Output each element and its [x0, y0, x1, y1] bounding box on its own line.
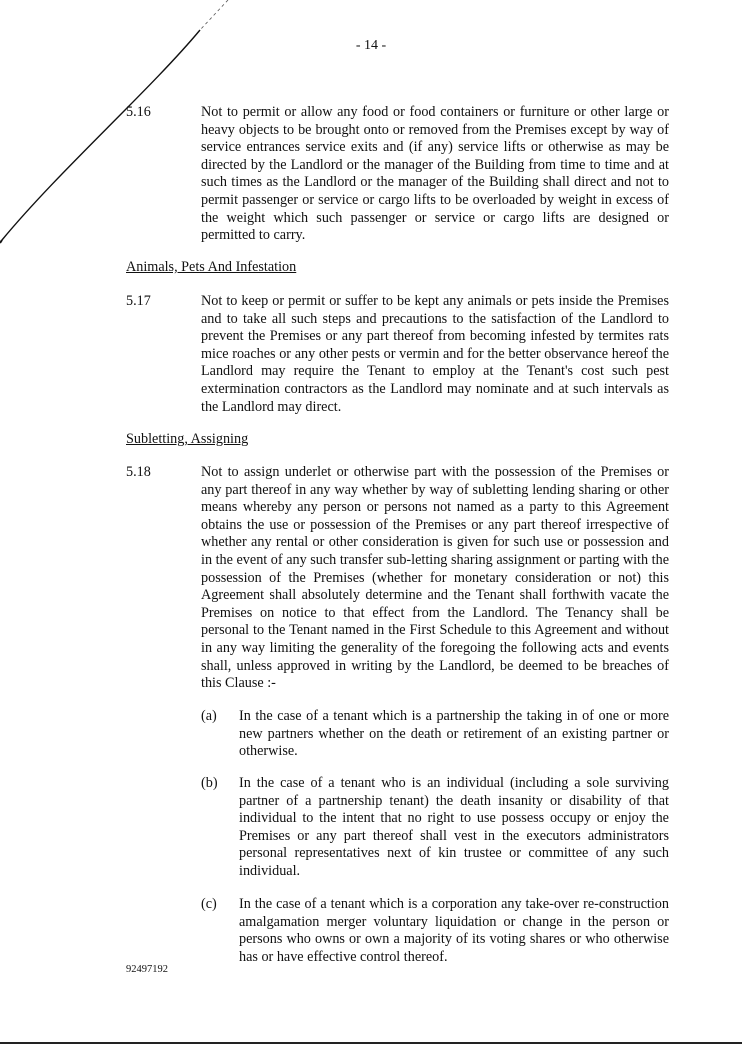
section-heading-animals: Animals, Pets And Infestation — [126, 259, 297, 275]
clause-text: Not to assign underlet or otherwise part with the possession of the Premises or any part thereof in any way whether by way of subletting lending sharing or other means whereby any person or persons not named as a party to this Agreement obtains the use or possession of the Premises or any part thereof irrespective of whether any rental or other consideration is given for such use or possession and in the event of any such transfer sub-letting sharing assignment or parting with the possession of the Premises (whether for monetary consideration or not) this Agreement shall absolutely determine and the Tenant shall forthwith vacate the Premises on notice to that effect from the Landlord. The Tenancy shall be personal to the Tenant named in the First Schedule to this Agreement and without in any way limiting the generality of the foregoing the following acts and events shall, unless approved in writing by the Landlord, be deemed to be breaches of this Clause :- — [201, 464, 669, 692]
clause-text: Not to keep or permit or suffer to be kept any animals or pets inside the Premises and to take all such steps and precautions to the satisfaction of the Landlord to prevent the Premises or any part thereof from becoming infested by termites rats mice roaches or any other pests or vermin and for the better observance hereof the Landlord may require the Tenant to employ at the Tenant's cost such pest extermination contractors as the Landlord may nominate and at such intervals as the Landlord may direct. — [201, 293, 669, 415]
page-number: - 14 - — [355, 38, 387, 53]
clause-number: 5.18 — [126, 464, 151, 480]
clause-number: 5.17 — [126, 293, 151, 309]
subclause-label: (a) — [201, 708, 217, 724]
section-heading-subletting: Subletting, Assigning — [126, 431, 249, 447]
subclause-label: (b) — [201, 775, 218, 791]
clause-number: 5.16 — [126, 104, 151, 120]
document-id: 92497192 — [126, 964, 168, 975]
subclause-label: (c) — [201, 896, 217, 912]
bottom-rule — [0, 1042, 742, 1044]
clause-text: Not to permit or allow any food or food containers or furniture or other large or heavy objects to be brought onto or removed from the Premises except by way of service entrances service exits and (if any) service lifts or otherwise as may be directed by the Landlord or the manager of the Building from time to time and at such times as the Landlord or the manager of the Building shall direct and not to permit passenger or service or cargo lifts to be overloaded by weight in excess of the weight which such passenger or service or cargo lifts are designed or permitted to carry. — [201, 104, 669, 244]
subclause-text: In the case of a tenant which is a partnership the taking in of one or more new partners whether on the death or retirement of an existing partner or otherwise. — [239, 708, 669, 760]
subclause-text: In the case of a tenant which is a corporation any take-over re-construction amalgamation merger voluntary liquidation or change in the person or persons who owns or own a majority of its voting shares or who otherwise has or have effective control thereof. — [239, 896, 669, 965]
subclause-text: In the case of a tenant who is an individual (including a sole surviving partner of a partnership tenant) the death insanity or disability of that individual to the intent that no right to use possess occupy or enjoy the Premises or any part thereof shall vest in the executors administrators personal representatives next of kin trustee or committee of any such individual. — [239, 775, 669, 879]
